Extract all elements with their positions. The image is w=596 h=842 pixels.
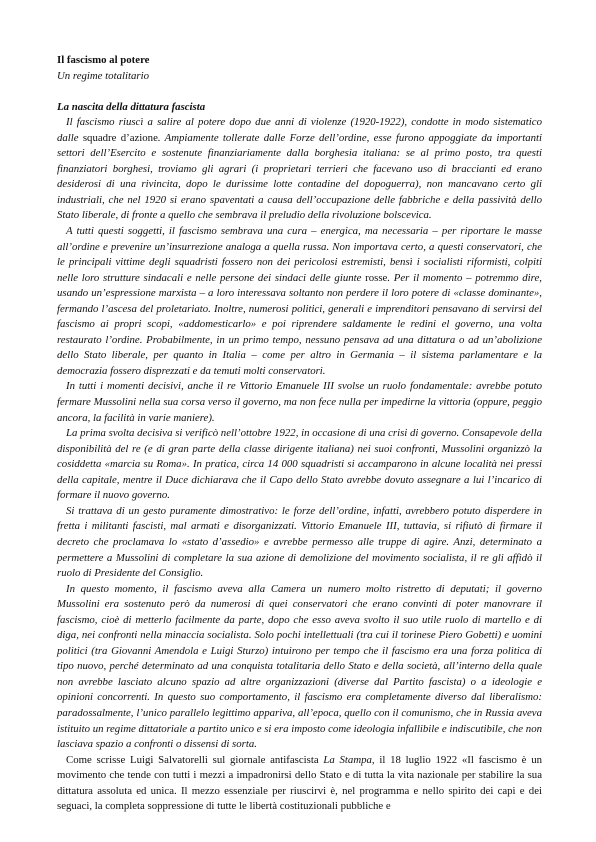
paragraph-2-term: rosse xyxy=(365,271,388,284)
spacer xyxy=(57,84,542,100)
paragraph-1 xyxy=(57,115,542,224)
document-subtitle: Un regime totalitario xyxy=(57,69,149,82)
paragraph-1-part-c: . Ampiamente tollerate dalle Forze dell’ordine, esse furono appoggiate da importanti settori dell’Esercito e sostenute finanziariamente dalla borghesia italiana: se al primo posto, tra questi finanziatori borghesi, troviamo gli agrari (i proprietari terrieri che facevano uso di braccianti ed erano desiderosi di una rivincita, dopo le durissime lotte contadine del dopoguerra), non mancavano certo gli industriali, che nel 1920 si erano spaventati a causa dell’occupazione delle fabbriche e della passività dello Stato liberale, di fronte a quello che sembrava il preludio della rivoluzione bolscevica. xyxy=(57,131,542,222)
paragraph-7 xyxy=(57,753,542,815)
paragraph-2-part-a: A tutti questi soggetti, il fascismo sembrava una cura – energica, ma necessaria – per riportare le masse all’ordine e prevenire un’insurrezione analoga a quella russa. Non importava certo, a questi conservatori, che le principali vittime degli squadristi fossero non dei pericolosi estremisti, bensì i socialisti riformisti, colpiti nelle loro strutture sindacali e nelle persone dei sindaci delle giunte xyxy=(57,225,542,284)
paragraph-1-term: squadre d’azione xyxy=(82,131,158,144)
section-heading: La nascita della dittatura fascista xyxy=(57,100,206,113)
document-page xyxy=(57,53,542,815)
paragraph-4: La prima svolta decisiva si verificò nell’ottobre 1922, in occasione di una crisi di governo. Consapevole della disponibilità del re (e di gran parte della classe dirigente italiana) nei suoi confronti, Mussolini organizzò la cosiddetta «marcia su Roma». In pratica, circa 14 000 squadristi si accamparono in alcune località nei pressi della capitale, mentre il Duce dichiarava che il Capo dello Stato avrebbe dovuto assegnare a lui l’incarico di formare il nuovo governo. xyxy=(57,427,542,502)
document-title: Il fascismo al potere xyxy=(57,54,150,66)
paragraph-5: Si trattava di un gesto puramente dimostrativo: le forze dell’ordine, infatti, avrebbero potuto disperdere in fretta i militanti fascisti, mal armati e disorganizzati. Vittorio Emanuele III, tuttavia, si rifiutò di firmare il decreto che proclamava lo «stato d’assedio» e avrebbe permesso alle truppe di agire. Anzi, determinato a permettere a Mussolini di completare la sua azione di demolizione del movimento socialista, il re gli affidò il ruolo di Presidente del Consiglio. xyxy=(57,504,542,580)
paragraph-2 xyxy=(57,224,542,379)
paragraph-6: In questo momento, il fascismo aveva alla Camera un numero molto ristretto di deputati; il governo Mussolini era sostenuto però da numerosi di quei conservatori che erano convinti di poter manovrare il fascismo, cioè di metterlo facilmente da parte, dopo che esso aveva svolto il suo utile ruolo di martello e di diga, nei confronti nella minaccia socialista. Solo pochi intellettuali (tra cui il torinese Piero Gobetti) e uomini politici (tra Giovanni Amendola e Luigi Sturzo) intuirono per tempo che il fascismo era una forza politica di tipo nuovo, perché determinato ad una conquista totalitaria dello Stato e della società, all’interno della quale non avrebbe lasciato alcuno spazio ad altre organizzazioni (diverse dal Partito fascista) o a ideologie e opinioni concorrenti. In questo suo comportamento, il fascismo era completamente diverso dal liberalismo: paradossalmente, l’unico parallelo legittimo appariva, all’epoca, quello con il comunismo, che in Russia aveva istituito un regime dittatoriale a partito unico e si era imposto come ideologia infallibile e indiscutibile, che non lasciava spazio a confronti o dissensi di sorta. xyxy=(57,582,542,751)
paragraph-1-part-a: Il fascismo riuscì a salire al potere dopo due anni di violenze (1920-1922), condotte in modo sistematico dalle xyxy=(57,116,542,144)
paragraph-2-part-c: . Per il momento – potremmo dire, usando un’espressione marxista – a loro interessava soltanto non perdere il loro potere di «classe dominante», fermando l’ascesa del proletariato. Inoltre, numerosi politici, generali e imprenditori pensavano di servirsi del fascismo ai propri scopi, «addomesticarlo» e poi riprendere saldamente le redini el governo, una volta restaurato l’ordine. Probabilmente, in un primo tempo, nessuno pensava ad una dittatura o ad un’abolizione dello Stato liberale, per quanto in Italia – come per altro in Germania – il sistema parlamentare e la democrazia fossero disprezzati e da temuti molti conservatori. xyxy=(57,271,542,377)
newspaper-name: La Stampa xyxy=(323,753,372,766)
paragraph-7-part-c: , il 18 luglio 1922 «Il fascismo è un movimento che tende con tutti i mezzi a impadronirsi dello Stato e di tutta la vita nazionale per stabilire la sua dittatura assoluta ed unica. Il mezzo essenziale per riuscirvi è, nel programma e nello spirito dei capi e dei seguaci, la completa soppressione di tutte le libertà costituzionali pubbliche e xyxy=(57,753,542,813)
paragraph-7-part-a: Come scrisse Luigi Salvatorelli sul giornale antifascista xyxy=(66,753,324,766)
paragraph-3: In tutti i momenti decisivi, anche il re Vittorio Emanuele III svolse un ruolo fondamentale: avrebbe potuto fermare Mussolini nella sua corsa verso il governo, ma non fece nulla per impedirne la vittoria (oppure, peggio ancora, la facilità in varie maniere). xyxy=(57,380,542,424)
